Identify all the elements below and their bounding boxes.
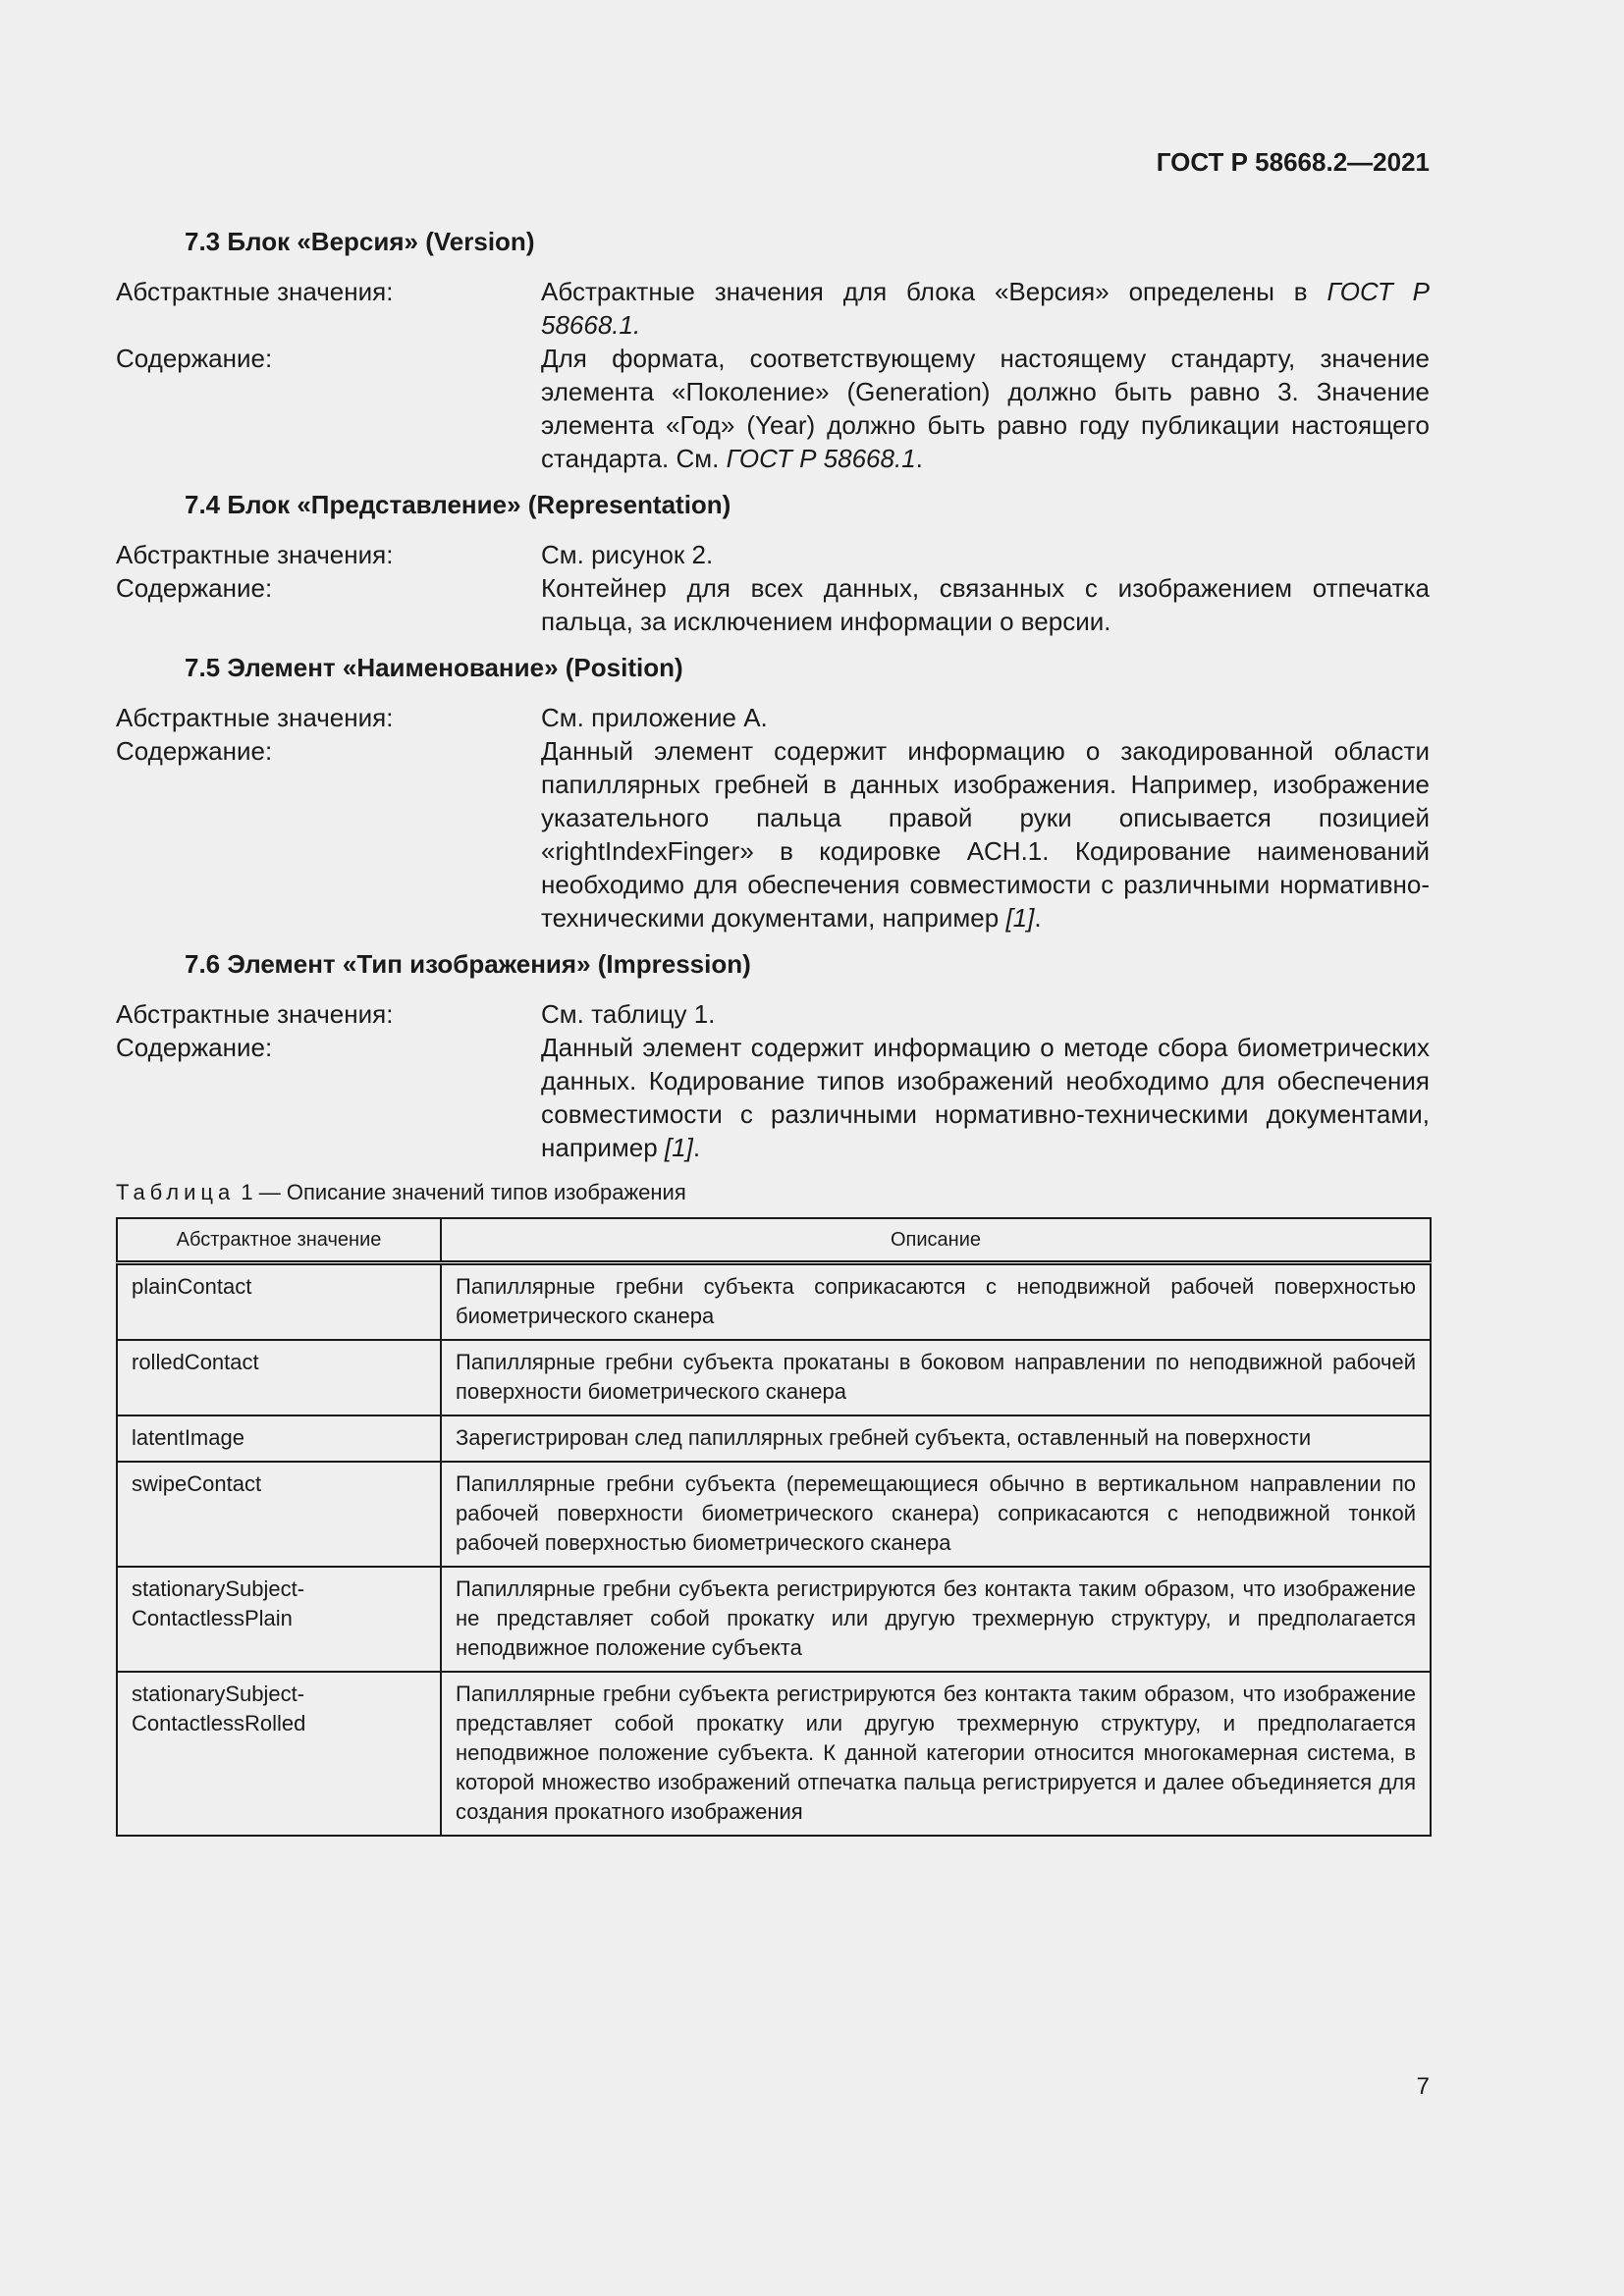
- cell-description: Папиллярные гребни субъекта регистрируются без контакта таким образом, что изображение не представляет собой прокатку или другую трехмерную структуру, и предполагается неподвижное положение субъекта: [441, 1567, 1431, 1672]
- cell-value: swipeContact: [117, 1462, 441, 1567]
- table-caption: Таблица 1 — Описание значений типов изображения: [116, 1180, 686, 1204]
- cell-value: plainContact: [117, 1263, 441, 1341]
- definition-row: [116, 734, 1430, 934]
- term-label: Абстрактные значения:: [116, 999, 394, 1029]
- table-header-row: [117, 1218, 1431, 1263]
- cell-value: rolledContact: [117, 1340, 441, 1415]
- term-label: Абстрактные значения:: [116, 540, 394, 569]
- cell-value: stationarySubject-ContactlessPlain: [117, 1567, 441, 1672]
- term-definition: См. таблицу 1.: [541, 999, 716, 1029]
- definition-row: [116, 571, 1430, 638]
- cell-value: latentImage: [117, 1415, 441, 1462]
- definition-row: [116, 701, 1430, 734]
- term-label: Содержание:: [116, 573, 273, 603]
- column-header-description: Описание: [441, 1218, 1431, 1263]
- impression-types-table: [116, 1217, 1432, 1837]
- table-row: [117, 1263, 1431, 1341]
- table-row: [117, 1340, 1431, 1415]
- table-row: [117, 1462, 1431, 1567]
- definition-row: [116, 342, 1430, 475]
- term-definition: Контейнер для всех данных, связанных с изображением отпечатка пальца, за исключением информации о версии.: [541, 573, 1430, 636]
- section-7-4: [116, 485, 1430, 638]
- section-heading: 7.6 Элемент «Тип изображения» (Impression): [185, 949, 751, 979]
- section-7-5: [116, 648, 1430, 934]
- definition-row: [116, 275, 1430, 342]
- table-row: [117, 1672, 1431, 1836]
- term-definition: См. приложение А.: [541, 703, 768, 732]
- table-row: [117, 1415, 1431, 1462]
- definition-row: [116, 997, 1430, 1031]
- cell-description: Папиллярные гребни субъекта соприкасаются с неподвижной рабочей поверхностью биометрического сканера: [441, 1263, 1431, 1341]
- cell-description: Папиллярные гребни субъекта регистрируются без контакта таким образом, что изображение представляет собой прокатку или другую трехмерную структуру, и предполагается неподвижное положение субъекта. К данной категории относится многокамерная система, в которой множество изображений отпечатка пальца регистрируется и далее объединяется для создания прокатного изображения: [441, 1672, 1431, 1836]
- page-number: 7: [1416, 2073, 1430, 2100]
- cell-description: Папиллярные гребни субъекта прокатаны в боковом направлении по неподвижной рабочей поверхности биометрического сканера: [441, 1340, 1431, 1415]
- cell-value: stationarySubject-ContactlessRolled: [117, 1672, 441, 1836]
- term-definition: Данный элемент содержит информацию о методе сбора биометрических данных. Кодирование типов изображений необходимо для обеспечения совместимости с различными нормативно-техническими документами, например [1].: [541, 1033, 1430, 1162]
- cell-description: Папиллярные гребни субъекта (перемещающиеся обычно в вертикальном направлении по рабочей поверхности биометрического сканера) соприкасаются с неподвижной тонкой рабочей поверхностью биометрического сканера: [441, 1462, 1431, 1567]
- section-heading: 7.3 Блок «Версия» (Version): [185, 227, 535, 256]
- term-label: Абстрактные значения:: [116, 703, 394, 732]
- term-label: Содержание:: [116, 1033, 273, 1062]
- term-definition: Данный элемент содержит информацию о закодированной области папиллярных гребней в данных изображения. Например, изображение указательного пальца правой руки описывается позицией «rightIndexFinger» в кодировке ACH.1. Кодирование наименований необходимо для обеспечения совместимости с различными нормативно-техническими документами, например [1].: [541, 736, 1430, 933]
- section-7-3: [116, 222, 1430, 475]
- term-definition: Для формата, соответствующему настоящему стандарту, значение элемента «Поколение» (Generation) должно быть равно 3. Значение элемента «Год» (Year) должно быть равно году публикации настоящего стандарта. См. ГОСТ Р 58668.1.: [541, 344, 1430, 473]
- column-header-value: Абстрактное значение: [117, 1218, 441, 1263]
- section-heading: 7.5 Элемент «Наименование» (Position): [185, 653, 683, 682]
- definition-row: [116, 1031, 1430, 1164]
- page-content: [116, 222, 1430, 1837]
- section-7-6: [116, 944, 1430, 1164]
- term-label: Абстрактные значения:: [116, 277, 394, 306]
- table-row: [117, 1567, 1431, 1672]
- definition-row: [116, 538, 1430, 571]
- term-definition: См. рисунок 2.: [541, 540, 714, 569]
- section-heading: 7.4 Блок «Представление» (Representation): [185, 490, 731, 519]
- document-code: ГОСТ Р 58668.2—2021: [1156, 147, 1430, 177]
- cell-description: Зарегистрирован след папиллярных гребней субъекта, оставленный на поверхности: [441, 1415, 1431, 1462]
- term-label: Содержание:: [116, 736, 273, 766]
- term-label: Содержание:: [116, 344, 273, 373]
- term-definition: Абстрактные значения для блока «Версия» определены в ГОСТ Р 58668.1.: [541, 277, 1430, 340]
